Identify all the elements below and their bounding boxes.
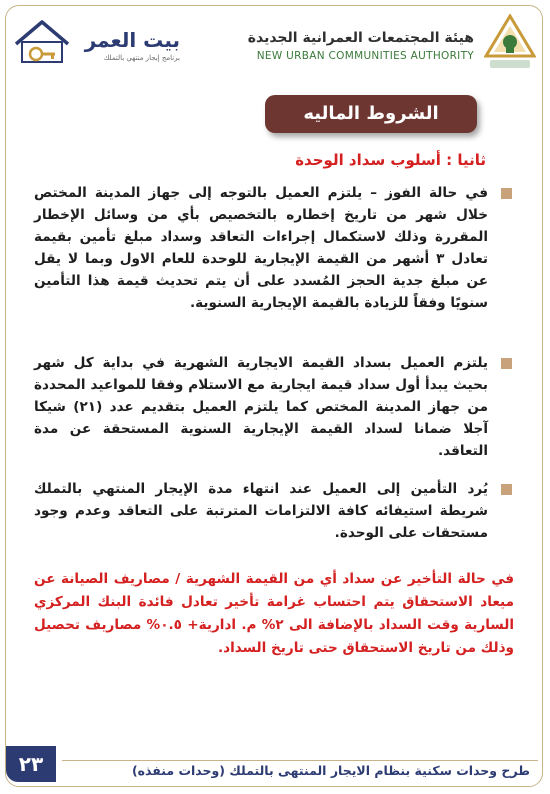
page-number: ٢٣ <box>18 752 44 776</box>
paragraph-text: في حالة الفوز – يلتزم العميل بالتوجه إلى جهاز المدينة المختص خلال شهر من تاريخ إخطاره بالتخصيص بأي من وسائل الإخطار المقررة وذلك لاستكمال إجراءات التعاقد وسداد مبلغ تأمين بقيمة تعادل ٣ أشهر من القيمة الإيجارية للوحدة للعام الاول وبما لا يقل عن مبلغ جدية الحجز المُسدد على أن يتم تحديث قيمة هذا التأمين سنويًا وفقاً للزيادة بالقيمة الإيجارية السنوية. <box>34 185 488 311</box>
beit-subtitle: برنامج إيجار منتهي بالتملك <box>103 54 180 62</box>
square-bullet-icon <box>501 484 512 495</box>
paragraph-text: يُرد التأمين إلى العميل عند انتهاء مدة الإيجار المنتهي بالتملك شريطة استيفائه كافة الالتزامات المترتبة على التعاقد وعدم وجود مستحقات على الوحدة. <box>34 481 488 541</box>
page-number-badge <box>6 746 56 782</box>
nuca-name-en: NEW URBAN COMMUNITIES AUTHORITY <box>256 50 474 62</box>
square-bullet-icon <box>501 358 512 369</box>
nuca-logo <box>484 14 536 74</box>
section-title: الشروط الماليه <box>303 103 439 124</box>
nuca-name-ar: هيئة المجتمعات العمرانية الجديدة <box>247 30 474 46</box>
beit-house-logo-icon <box>12 18 70 68</box>
paragraph-text: يلتزم العميل بسداد القيمة الايجارية الشهرية في بداية كل شهر بحيث يبدأ أول سداد قيمة ايجارية مع الاستلام وفقا للمواعيد المحددة من جهاز المدينة المختص كما يلتزم العميل بتقديم عدد (٢١) شيكا آجلا ضمانا لسداد القيمة الإيجارية السنوية المستحقة عن مدة التعاقد. <box>34 355 489 459</box>
payment-paragraph-2 <box>34 352 514 462</box>
payment-paragraph-3 <box>34 478 514 544</box>
late-payment-penalty-note: في حالة التأخير عن سداد أي من القيمة الشهرية / مصاريف الصيانة عن ميعاد الاستحقاق يتم احتساب غرامة تأخير تعادل فائدة البنك المركزي السارية وقت السداد بالإضافة الى ٢% م. ادارية+ ٠.٥% مصاريف تحصيل وذلك من تاريخ الاستحقاق حتى تاريخ السداد. <box>34 571 514 656</box>
payment-paragraph-1 <box>34 182 514 314</box>
subsection-heading: ثانيا : أسلوب سداد الوحدة <box>295 151 486 169</box>
footer-caption: طرح وحدات سكنية بنظام الايجار المنتهى بالتملك (وحدات منفذه) <box>131 763 530 778</box>
beit-title: بيت العمر <box>84 28 180 52</box>
section-banner <box>265 95 477 133</box>
footer-divider <box>62 760 538 761</box>
square-bullet-icon <box>501 188 512 199</box>
